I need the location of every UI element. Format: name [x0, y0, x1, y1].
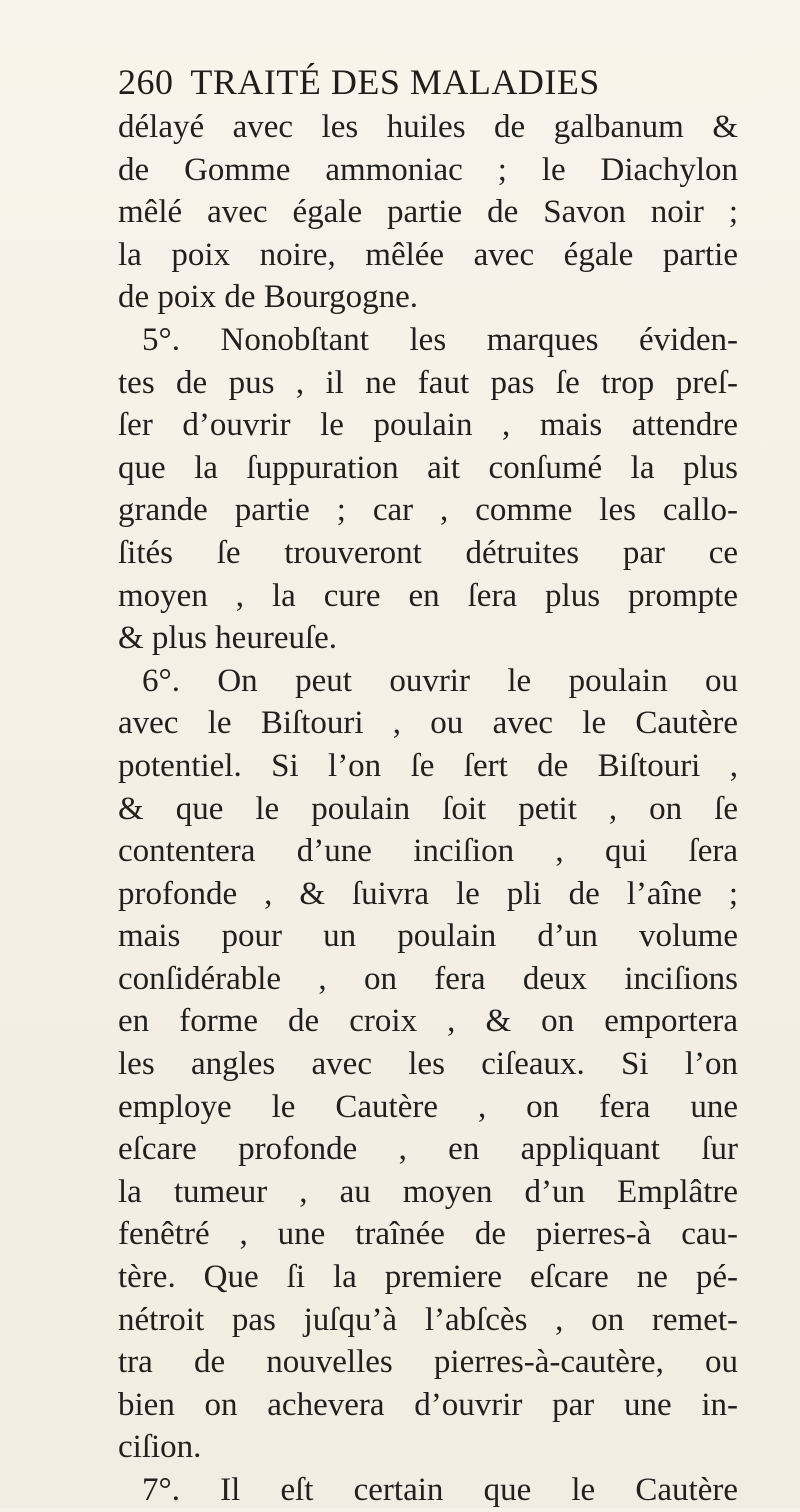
text-line: avec le Biſtouri , ou avec le Cautère — [118, 705, 738, 742]
text-line: tra de nouvelles pierres-à-cautère, ou — [118, 1344, 738, 1381]
text-line: de Gomme ammoniac ; le Diachylon — [118, 151, 738, 188]
text-line: ſer d’ouvrir le poulain , mais attendre — [118, 407, 738, 444]
text-line: moyen , la cure en ſera plus prompte — [118, 577, 738, 614]
text-line: employe le Cautère , on fera une — [118, 1088, 738, 1125]
text-line: que la ſuppuration ait conſumé la plus — [118, 449, 738, 486]
text-line: potentiel. Si l’on ſe ſert de Biſtouri , — [118, 747, 738, 784]
text-line: 7°. Il eſt certain que le Cautère — [142, 1472, 738, 1508]
text-line: contentera d’une inciſion , qui ſera — [118, 833, 738, 870]
text-line: ciſion. — [118, 1429, 202, 1466]
text-line: fenêtré , une traînée de pierres-à cau- — [118, 1216, 738, 1253]
text-line: de poix de Bourgogne. — [118, 279, 419, 316]
text-line: ſités ſe trouveront détruites par ce — [118, 534, 738, 571]
text-line: grande partie ; car , comme les callo- — [118, 492, 738, 529]
running-title: TRAITÉ DES MALADIES — [190, 62, 600, 102]
text-line: les angles avec les ciſeaux. Si l’on — [118, 1046, 738, 1083]
text-line: mais pour un poulain d’un volume — [118, 918, 738, 955]
text-line: tes de pus , il ne faut pas ſe trop preſ- — [118, 364, 738, 401]
text-line: tère. Que ſi la premiere eſcare ne pé- — [118, 1259, 738, 1296]
text-line: la tumeur , au moyen d’un Emplâtre — [118, 1173, 738, 1210]
text-line: en forme de croix , & on emportera — [118, 1003, 738, 1040]
text-line: 6°. On peut ouvrir le poulain ou — [142, 662, 738, 699]
body-text — [118, 106, 738, 1512]
text-line: eſcare profonde , en appliquant ſur — [118, 1131, 738, 1168]
page-number: 260 — [118, 62, 174, 102]
text-line: conſidérable , on fera deux inciſions — [118, 960, 738, 997]
text-line: délayé avec les huiles de galbanum & — [118, 109, 738, 145]
text-line: nétroit pas juſqu’à l’abſcès , on remet- — [118, 1301, 738, 1338]
text-line: 5°. Nonobſtant les marques éviden- — [142, 321, 738, 358]
text-line: mêlé avec égale partie de Savon noir ; — [118, 194, 738, 231]
text-line: & que le poulain ſoit petit , on ſe — [118, 790, 738, 827]
text-line: & plus heureuſe. — [118, 620, 338, 657]
text-line: la poix noire, mêlée avec égale partie — [118, 236, 738, 273]
text-line: profonde , & ſuivra le pli de l’aîne ; — [118, 875, 738, 912]
running-header — [118, 60, 600, 104]
text-line: bien on achevera d’ouvrir par une in- — [118, 1386, 738, 1423]
